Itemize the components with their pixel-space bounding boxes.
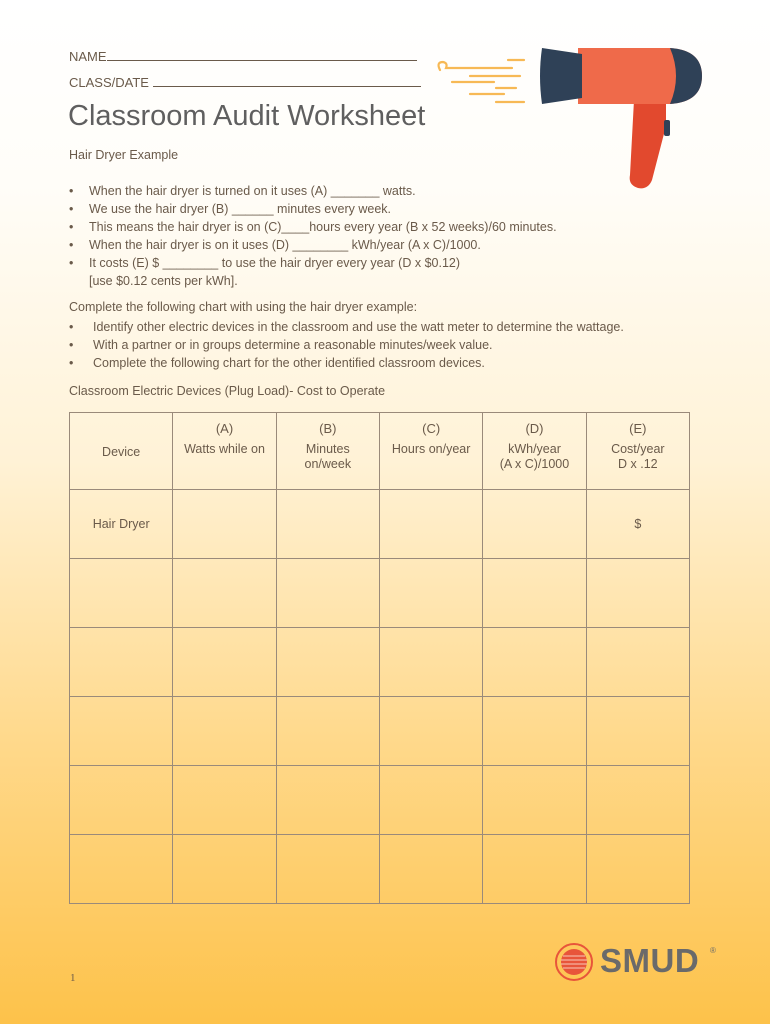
- step-item: • Complete the following chart for the other identified classroom devices.: [69, 354, 709, 372]
- input-cell[interactable]: [276, 490, 379, 559]
- table-row: [70, 490, 690, 559]
- hair-dryer-questions: [69, 182, 629, 290]
- question-item: • This means the hair dryer is on (C)____hours every year (B x 52 weeks)/60 minutes.: [69, 218, 629, 236]
- input-cell[interactable]: [586, 697, 689, 766]
- input-cell[interactable]: [276, 835, 379, 904]
- plug-load-table: [69, 412, 690, 904]
- input-cell[interactable]: [379, 559, 482, 628]
- step-item: • Identify other electric devices in the classroom and use the watt meter to determine the wattage.: [69, 318, 709, 336]
- step-item: • With a partner or in groups determine a reasonable minutes/week value.: [69, 336, 709, 354]
- input-cell[interactable]: [483, 559, 586, 628]
- header-cost: (E) Cost/year D x .12: [586, 413, 689, 490]
- input-cell[interactable]: [379, 766, 482, 835]
- chart-instructions: Complete the following chart with using the hair dryer example:: [69, 300, 418, 314]
- input-cell[interactable]: [379, 628, 482, 697]
- page-title: Classroom Audit Worksheet: [68, 100, 426, 132]
- question-continuation: [use $0.12 cents per kWh].: [89, 274, 238, 288]
- instruction-steps: [69, 318, 709, 372]
- input-cell[interactable]: [173, 697, 276, 766]
- input-cell[interactable]: [70, 628, 173, 697]
- question-item: [69, 254, 629, 290]
- input-cell[interactable]: [483, 835, 586, 904]
- input-cell[interactable]: [586, 559, 689, 628]
- input-cell[interactable]: [70, 559, 173, 628]
- subtitle: Hair Dryer Example: [69, 148, 179, 162]
- page-number: 1: [70, 972, 76, 984]
- input-cell[interactable]: [173, 559, 276, 628]
- cost-cell[interactable]: $: [586, 490, 689, 559]
- table-header-row: [70, 413, 690, 490]
- input-cell[interactable]: [173, 766, 276, 835]
- table-row: [70, 628, 690, 697]
- input-cell[interactable]: [483, 490, 586, 559]
- header-device: Device: [70, 413, 173, 490]
- header-minutes: (B) Minutes on/week: [276, 413, 379, 490]
- hair-dryer-icon: [434, 42, 706, 192]
- table-row: [70, 697, 690, 766]
- question-item: • When the hair dryer is on it uses (D) ________ kWh/year (A x C)/1000.: [69, 236, 629, 254]
- input-cell[interactable]: [379, 835, 482, 904]
- question-item: • We use the hair dryer (B) ______ minutes every week.: [69, 200, 629, 218]
- input-cell[interactable]: [70, 697, 173, 766]
- table-row: [70, 559, 690, 628]
- class-date-label: CLASS/DATE: [69, 75, 149, 90]
- header-hours: (C) Hours on/year: [379, 413, 482, 490]
- question-item: • When the hair dryer is turned on it uses (A) _______ watts.: [69, 182, 629, 200]
- input-cell[interactable]: [276, 697, 379, 766]
- sun-logo-icon: [554, 942, 594, 982]
- name-label: NAME: [69, 49, 107, 64]
- class-date-field[interactable]: [69, 74, 421, 90]
- input-cell[interactable]: [483, 628, 586, 697]
- logo-text: SMUD: [600, 942, 700, 979]
- input-cell[interactable]: [586, 628, 689, 697]
- input-cell[interactable]: [276, 628, 379, 697]
- input-cell[interactable]: [276, 559, 379, 628]
- table-caption: Classroom Electric Devices (Plug Load)- Cost to Operate: [69, 384, 386, 398]
- input-cell[interactable]: [173, 835, 276, 904]
- question-text: It costs (E) $ ________ to use the hair dryer every year (D x $0.12): [89, 256, 461, 270]
- input-cell[interactable]: [586, 835, 689, 904]
- input-cell[interactable]: [173, 628, 276, 697]
- table-row: [70, 835, 690, 904]
- registered-mark: ®: [710, 946, 716, 955]
- name-field[interactable]: [69, 48, 417, 64]
- input-cell[interactable]: [483, 697, 586, 766]
- header-watts: (A) Watts while on: [173, 413, 276, 490]
- smud-logo: [554, 940, 724, 984]
- input-cell[interactable]: [379, 697, 482, 766]
- input-cell[interactable]: [379, 490, 482, 559]
- device-cell: Hair Dryer: [70, 490, 173, 559]
- input-cell[interactable]: [586, 766, 689, 835]
- input-cell[interactable]: [173, 490, 276, 559]
- input-cell[interactable]: [70, 835, 173, 904]
- name-blank-line[interactable]: [107, 48, 417, 61]
- input-cell[interactable]: [70, 766, 173, 835]
- class-date-blank-line[interactable]: [153, 74, 421, 87]
- input-cell[interactable]: [276, 766, 379, 835]
- input-cell[interactable]: [483, 766, 586, 835]
- wind-lines-icon: [439, 60, 524, 102]
- header-kwh: (D) kWh/year (A x C)/1000: [483, 413, 586, 490]
- table-row: [70, 766, 690, 835]
